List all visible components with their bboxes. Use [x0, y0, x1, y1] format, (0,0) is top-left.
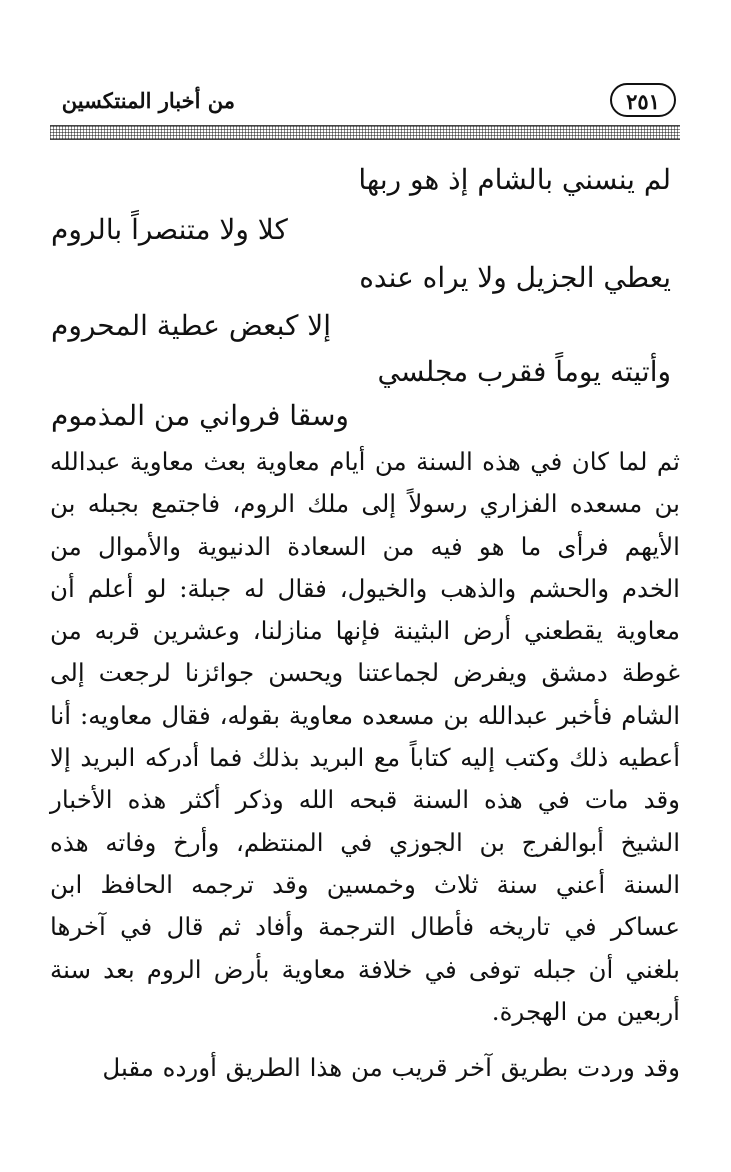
- poem-line-4: إلا كبعض عطية المحروم: [51, 309, 332, 342]
- paragraph-1: ثم لما كان في هذه السنة من أيام معاوية بعث معاوية عبدالله بن مسعده الفزاري رسولاً إلى ملك الروم، فاجتمع بجبله بن الأيهم فرأى ما هو فيه من السعادة الدنيوية والأموال من الخدم والحشم والذهب والخيول، فقال له جبلة: لو أعلم أن معاوية يقطعني أرض البثينة فإنها منازلنا، وعشرين قربه من غوطة دمشق ويفرض لجماعتنا ويحسن جوائزنا لرجعت إلى الشام فأخبر عبدالله بن مسعده معاوية بقوله، فقال معاويه: أنا أعطيه ذلك وكتب إليه كتاباً مع البريد بذلك فما أدركه البريد إلا وقد مات في هذه السنة قبحه الله وذكر أكثر هذه الأخبار الشيخ أبوالفرج بن الجوزي في المنتظم، وأرخ وفاته هذه السنة أعني سنة ثلاث وخمسين وقد ترجمه الحافظ ابن عساكر في تاريخه فأطال الترجمة وأفاد ثم قال في آخرها بلغني أن جبله توفى في خلافة معاوية بأرض الروم بعد سنة أربعين من الهجرة.: [50, 447, 681, 1026]
- poem-line-2: كلا ولا متنصراً بالروم: [51, 213, 288, 246]
- poem-line-6: وسقا فرواني من المذموم: [51, 399, 349, 432]
- poem-line-3: يعطي الجزيل ولا يراه عنده: [359, 261, 671, 294]
- poem-line-1: لم ينسني بالشام إذ هو ربها: [358, 163, 671, 196]
- poem-line-5: وأتيته يوماً فقرب مجلسي: [377, 355, 671, 388]
- paragraph-2: وقد وردت بطريق آخر قريب من هذا الطريق أورده مقبل: [102, 1053, 680, 1083]
- page-number: ٢٥١: [610, 83, 676, 117]
- running-header-title: من أخبار المنتكسين: [61, 88, 235, 113]
- header-divider-band: [50, 125, 680, 140]
- body-text: [50, 441, 680, 1089]
